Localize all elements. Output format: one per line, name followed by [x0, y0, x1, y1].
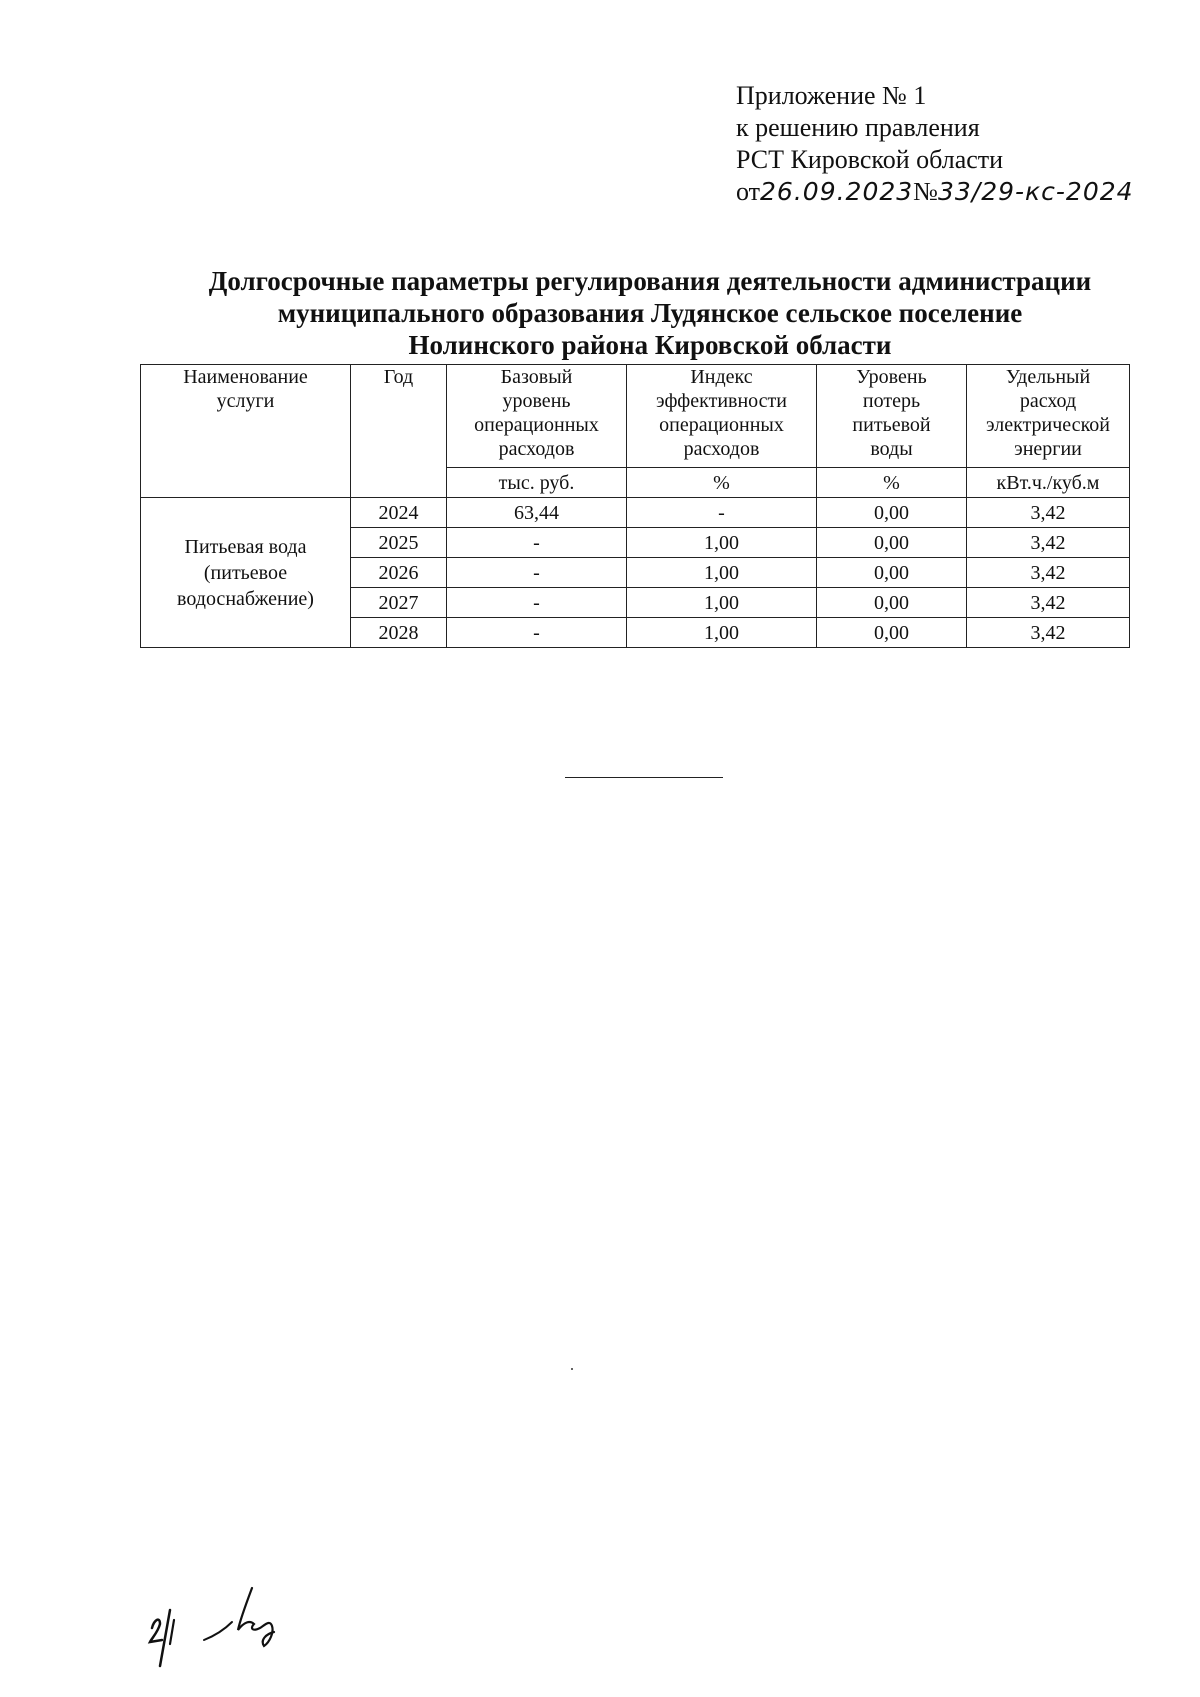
cell-losses: 0,00 — [817, 528, 967, 558]
cell-base: 63,44 — [447, 498, 627, 528]
appendix-authority: РСТ Кировской области — [736, 145, 1004, 174]
end-separator — [565, 777, 723, 778]
date-prefix: от — [736, 177, 761, 206]
cell-year: 2024 — [351, 498, 447, 528]
cell-losses: 0,00 — [817, 588, 967, 618]
title-line-2: муниципального образования Лудянское сельское поселение — [277, 298, 1023, 328]
cell-year: 2028 — [351, 618, 447, 648]
scan-dot — [571, 1368, 573, 1370]
cell-energy: 3,42 — [967, 618, 1130, 648]
handwritten-date: 26.09.2023 — [760, 177, 914, 206]
appendix-block — [736, 80, 1134, 208]
unit-index: % — [627, 468, 817, 498]
cell-losses: 0,00 — [817, 498, 967, 528]
header-year: Год — [351, 365, 447, 498]
cell-year: 2026 — [351, 558, 447, 588]
appendix-number: Приложение № 1 — [736, 81, 927, 110]
header-base-level: Базовый уровень операционных расходов — [447, 365, 627, 468]
cell-base: - — [447, 528, 627, 558]
cell-index: 1,00 — [627, 558, 817, 588]
appendix-decision: к решению правления — [736, 113, 980, 142]
appendix-date-line — [736, 176, 1134, 208]
number-prefix: № — [913, 177, 938, 206]
cell-losses: 0,00 — [817, 618, 967, 648]
table-header-row — [141, 365, 1130, 468]
unit-energy: кВт.ч./куб.м — [967, 468, 1130, 498]
table-row — [141, 498, 1130, 528]
header-energy-consumption: Удельный расход электрической энергии — [967, 365, 1130, 468]
cell-losses: 0,00 — [817, 558, 967, 588]
cell-year: 2025 — [351, 528, 447, 558]
cell-energy: 3,42 — [967, 498, 1130, 528]
cell-index: 1,00 — [627, 618, 817, 648]
header-water-losses: Уровень потерь питьевой воды — [817, 365, 967, 468]
cell-energy: 3,42 — [967, 528, 1130, 558]
cell-index: 1,00 — [627, 588, 817, 618]
header-service: Наименование услуги — [141, 365, 351, 498]
cell-energy: 3,42 — [967, 588, 1130, 618]
parameters-table — [140, 364, 1130, 648]
cell-index: - — [627, 498, 817, 528]
cell-energy: 3,42 — [967, 558, 1130, 588]
cell-base: - — [447, 558, 627, 588]
service-name: Питьевая вода (питьевое водоснабжение) — [141, 498, 351, 648]
signature-mark — [140, 1570, 310, 1670]
cell-year: 2027 — [351, 588, 447, 618]
document-title — [100, 265, 1200, 361]
cell-base: - — [447, 618, 627, 648]
handwritten-signature — [140, 1570, 310, 1675]
cell-index: 1,00 — [627, 528, 817, 558]
unit-base: тыс. руб. — [447, 468, 627, 498]
handwritten-number: 33/29-кс-2024 — [937, 177, 1134, 206]
title-line-3: Нолинского района Кировской области — [408, 330, 892, 360]
header-efficiency-index: Индекс эффективности операционных расходов — [627, 365, 817, 468]
cell-base: - — [447, 588, 627, 618]
unit-losses: % — [817, 468, 967, 498]
title-line-1: Долгосрочные параметры регулирования деятельности администрации — [208, 266, 1092, 296]
